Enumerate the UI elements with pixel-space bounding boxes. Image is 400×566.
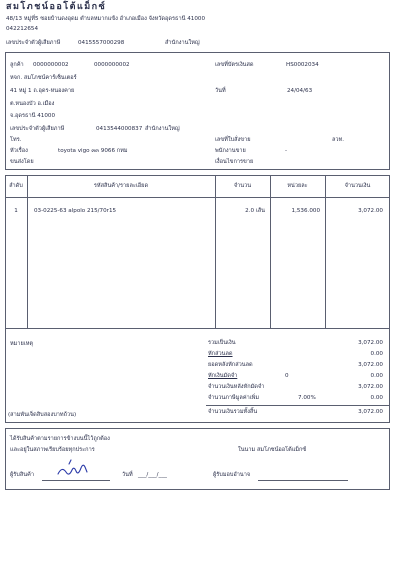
company-phone: 042212654 <box>6 26 39 32</box>
handwritten-signature <box>54 458 94 482</box>
date-value: 24/04/63 <box>287 88 313 94</box>
row-amount: 3,072.00 <box>358 208 383 214</box>
row-desc: 03-0225-63 alpolo 215/70r15 <box>34 208 117 214</box>
company-sign-text: ในนาม สมโภชน์ออโต้แม็กซ์ <box>238 447 307 453</box>
amount-in-words: (สามพันเจ็ดสิบสองบาทถ้วน) <box>8 412 77 418</box>
company-name: สมโภชน์ออโต้แม็กซ์ <box>6 2 107 12</box>
summary-deposit-extra: 0 <box>285 373 289 379</box>
customer-note-label: หัวเรื่อง <box>10 148 28 154</box>
summary-value-after-deposit: 3,072.00 <box>358 384 383 390</box>
summary-label-deposit: หักเงินมัดจำ <box>208 373 238 379</box>
doc-no-label: เลขที่บัตรเงินสด <box>215 62 254 68</box>
summary-label-after-deposit: จำนวนเงินหลังหักมัดจำ <box>208 384 265 390</box>
row-price: 1,536.000 <box>291 208 320 214</box>
summary-label-after-discount: ยอดหลังหักส่วนลด <box>208 362 253 368</box>
salesperson-label: พนักงานขาย <box>215 148 246 154</box>
table-summary-divider <box>5 328 390 329</box>
customer-tax-id-label: เลขประจำตัวผู้เสียภาษี <box>10 126 65 132</box>
summary-label-discount: หักส่วนลด <box>208 351 233 357</box>
row-qty: 2.0 เส้น <box>245 208 265 214</box>
company-tax-id: 0415557000298 <box>78 40 125 46</box>
authorized-label: ผู้รับมอบอำนาจ <box>213 472 251 478</box>
table-header-divider <box>5 197 390 198</box>
col-divider <box>325 175 326 328</box>
col-header-price: หน่วยละ <box>287 183 308 189</box>
summary-value-subtotal: 3,072.00 <box>358 340 383 346</box>
doc-no: HS0002034 <box>286 62 319 68</box>
receiver-date-blank: ___/___/___ <box>138 472 167 478</box>
customer-address-1: 41 หมู่ 1 ถ.อุดร-หนองคาย <box>10 88 75 94</box>
salesperson-value: - <box>285 148 288 154</box>
customer-code: 0000000002 <box>33 62 69 68</box>
col-divider <box>27 175 28 328</box>
customer-phone-label: โทร. <box>10 137 22 143</box>
ref-label: เลขที่ใบสั่งขาย <box>215 137 251 143</box>
customer-code-label: ลูกค้า <box>10 62 24 68</box>
credit-label: ลวท. <box>332 137 345 143</box>
terms-label: เงื่อนไขการขาย <box>215 159 254 165</box>
receiver-label: ผู้รับสินค้า <box>10 472 34 478</box>
col-header-no: ลำดับ <box>9 183 23 189</box>
customer-location-label: ขนส่งโดย <box>10 159 34 165</box>
grand-total-divider <box>206 405 390 406</box>
company-tax-id-label: เลขประจำตัวผู้เสียภาษี <box>6 40 61 46</box>
company-branch: สำนักงานใหญ่ <box>165 40 200 46</box>
col-header-desc: รหัสสินค้า/รายละเอียด <box>93 183 149 189</box>
condition-text: และอยู่ในสภาพเรียบร้อยทุกประการ <box>10 447 95 453</box>
summary-vat-rate: 7.00% <box>298 395 316 401</box>
summary-value-after-discount: 3,072.00 <box>358 362 383 368</box>
customer-branch: สำนักงานใหญ่ <box>145 126 180 132</box>
company-address: 48/13 หมู่ที่5 ซอยบ้านดงอุดม ตำบลหมากแข้ง อำเภอเมือง จังหวัดอุดรธานี 41000 <box>6 16 206 22</box>
summary-value-discount: 0.00 <box>370 351 383 357</box>
customer-address-3: จ.อุดรธานี 41000 <box>10 113 56 119</box>
authorized-signature-line <box>258 480 348 481</box>
col-divider <box>215 175 216 328</box>
summary-value-grand-total: 3,072.00 <box>358 409 383 415</box>
summary-value-deposit: 0.00 <box>370 373 383 379</box>
summary-label-grand-total: จำนวนเงินรวมทั้งสิ้น <box>208 409 258 415</box>
row-no: 1 <box>14 208 18 214</box>
customer-note: toyota vigo ๓๓ 9066 กทม <box>58 148 128 154</box>
summary-label-subtotal: รวมเป็นเงิน <box>208 340 236 346</box>
col-header-qty: จำนวน <box>233 183 252 189</box>
received-text: ได้รับสินค้าตามรายการข้างบนนี้ไว้ถูกต้อง <box>10 436 110 442</box>
summary-label-vat: จำนวนภาษีมูลค่าเพิ่ม <box>208 395 260 401</box>
customer-tax-id: 0413544000837 <box>96 126 143 132</box>
date-label: วันที่ <box>215 88 226 94</box>
col-divider <box>270 175 271 328</box>
summary-value-vat: 0.00 <box>370 395 383 401</box>
customer-code-2: 0000000002 <box>94 62 130 68</box>
customer-address-2: ต.หนองบัว อ.เมือง <box>10 101 55 107</box>
customer-name: หจก. สมโภชน์คาร์เซ็นเตอร์ <box>10 75 77 81</box>
col-header-amount: จำนวนเงิน <box>344 183 371 189</box>
remark-label: หมายเหตุ <box>10 341 34 347</box>
receiver-date-label: วันที่ <box>122 472 133 478</box>
